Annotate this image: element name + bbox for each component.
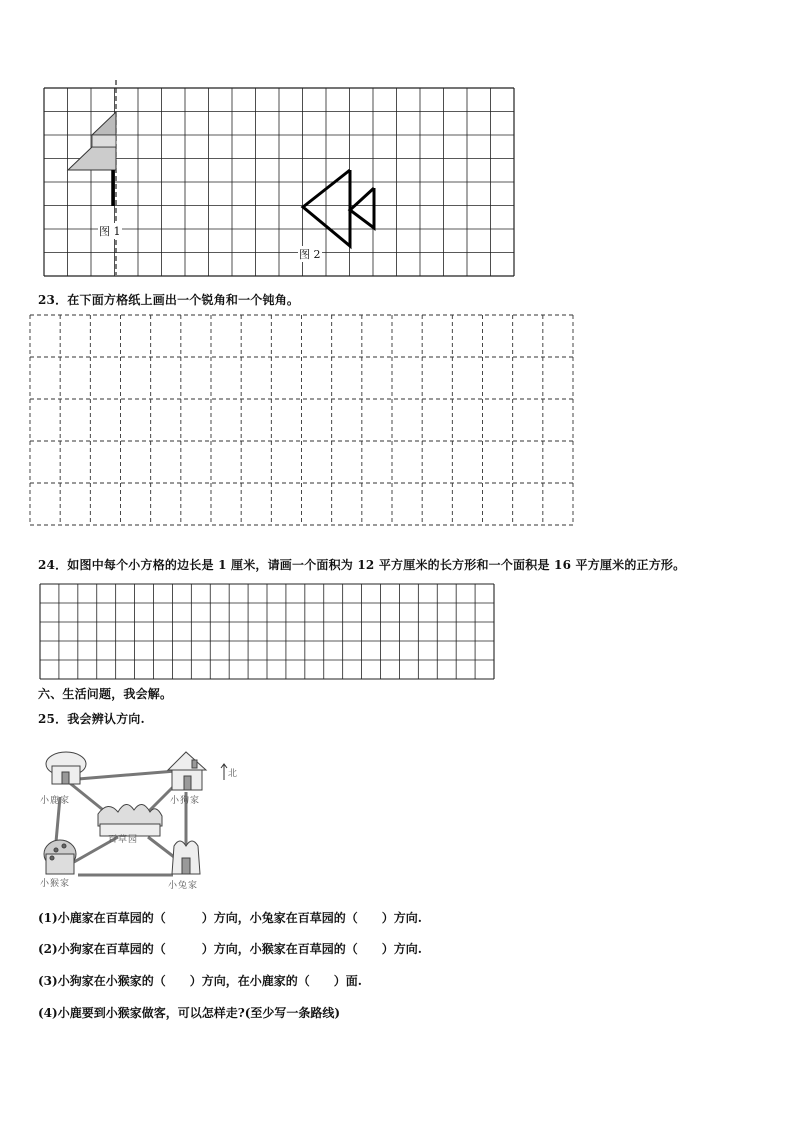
- section-6-title: 六、生活问题，我会解。: [38, 687, 173, 701]
- home-deer-label: 小鹿家: [40, 796, 71, 806]
- north-label: 北: [228, 769, 239, 779]
- figure-1-shape-band: [92, 135, 116, 147]
- figure-2-label: 图 2: [299, 248, 321, 261]
- figure-1-shape-top: [92, 112, 116, 135]
- question-24: 24．如图中每个小方格的边长是 1 厘米，请画一个面积为 12 平方厘米的长方形和一个面积是 16 平方厘米的正方形。: [38, 558, 686, 572]
- garden-label: 百草园: [108, 835, 139, 845]
- q25-item-2: (2)小狗家在百草园的（ ）方向，小猴家在百草园的（ ）方向.: [38, 942, 422, 956]
- home-monkey-label: 小猴家: [40, 879, 71, 889]
- monkey-house-icon: [44, 840, 76, 874]
- q25-item-1: (1)小鹿家在百草园的（ ）方向，小兔家在百草园的（ ）方向.: [38, 911, 422, 925]
- deer-house-icon: [46, 752, 86, 784]
- home-dog-label: 小狗家: [170, 796, 201, 806]
- figure-1-label: 图 1: [99, 225, 121, 238]
- question-23: 23．在下面方格纸上画出一个锐角和一个钝角。: [38, 293, 300, 307]
- map-drawing: [38, 742, 258, 897]
- top-figure: [0, 0, 794, 280]
- q25-item-4: (4)小鹿要到小猴家做客，可以怎样走?(至少写一条路线): [38, 1006, 341, 1020]
- direction-map: [38, 742, 258, 897]
- figure-2-small-triangle: [350, 188, 374, 228]
- q24-grid[interactable]: [0, 575, 794, 695]
- q25-item-3: (3)小狗家在小猴家的（ ）方向，在小鹿家的（ ）面.: [38, 974, 362, 988]
- rabbit-house-icon: [172, 841, 200, 874]
- home-rabbit-label: 小兔家: [168, 881, 199, 891]
- figure-2-big-triangle: [303, 170, 350, 246]
- question-25-title: 25．我会辨认方向.: [38, 712, 145, 726]
- q23-dashed-grid[interactable]: [0, 300, 794, 540]
- north-arrow-icon: [221, 764, 227, 780]
- dog-house-icon: [168, 752, 206, 790]
